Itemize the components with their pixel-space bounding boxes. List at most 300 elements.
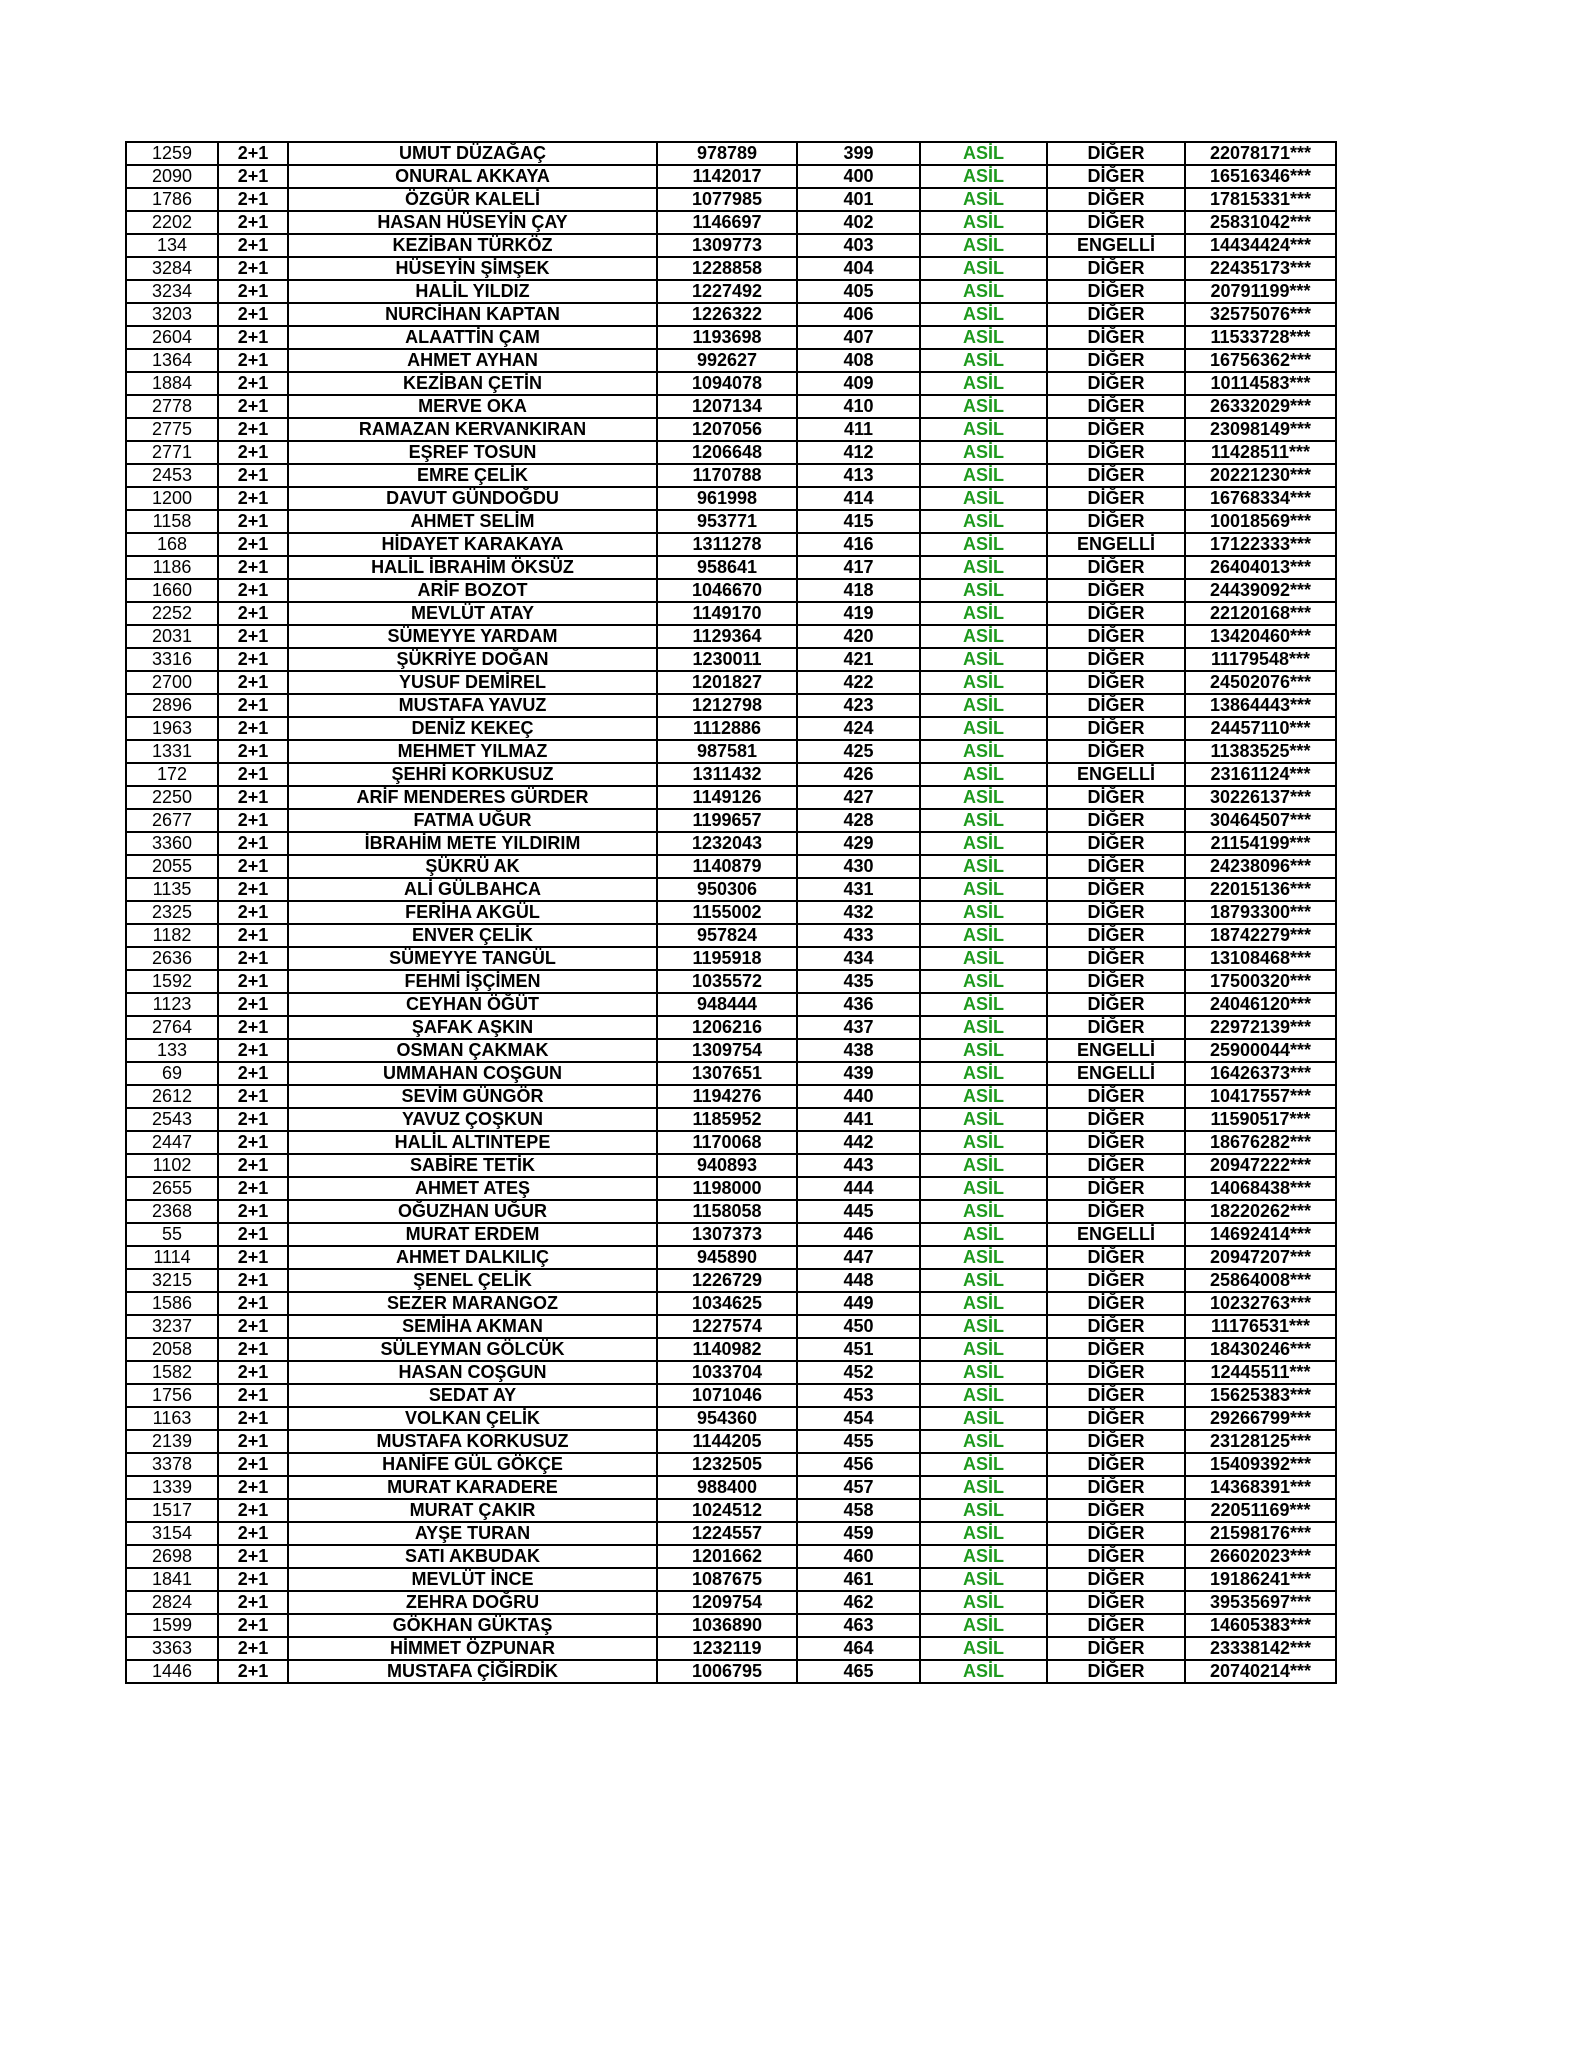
- cell-rank: 439: [797, 1062, 920, 1085]
- cell-category: DİĞER: [1047, 878, 1185, 901]
- cell-status: ASİL: [920, 280, 1047, 303]
- cell-status: ASİL: [920, 717, 1047, 740]
- cell-full-name: ENVER ÇELİK: [288, 924, 657, 947]
- table-row: [126, 924, 1336, 947]
- table-row: [126, 142, 1336, 165]
- cell-full-name: İBRAHİM METE YILDIRIM: [288, 832, 657, 855]
- cell-reference-no: 1112886: [657, 717, 797, 740]
- cell-rank: 455: [797, 1430, 920, 1453]
- cell-category: DİĞER: [1047, 142, 1185, 165]
- cell-full-name: MURAT ÇAKIR: [288, 1499, 657, 1522]
- cell-category: DİĞER: [1047, 1637, 1185, 1660]
- cell-reference-no: 950306: [657, 878, 797, 901]
- cell-reference-no: 1228858: [657, 257, 797, 280]
- cell-status: ASİL: [920, 1614, 1047, 1637]
- cell-full-name: VOLKAN ÇELİK: [288, 1407, 657, 1430]
- cell-application-no: 1114: [126, 1246, 218, 1269]
- cell-id-number: 30226137***: [1185, 786, 1336, 809]
- cell-rank: 414: [797, 487, 920, 510]
- cell-rank: 415: [797, 510, 920, 533]
- cell-reference-no: 954360: [657, 1407, 797, 1430]
- table-row: [126, 1200, 1336, 1223]
- cell-reference-no: 1309773: [657, 234, 797, 257]
- cell-status: ASİL: [920, 418, 1047, 441]
- cell-id-number: 14605383***: [1185, 1614, 1336, 1637]
- cell-reference-no: 1307651: [657, 1062, 797, 1085]
- cell-house-type: 2+1: [218, 1614, 288, 1637]
- cell-id-number: 20791199***: [1185, 280, 1336, 303]
- cell-full-name: ŞEHRİ KORKUSUZ: [288, 763, 657, 786]
- cell-category: ENGELLİ: [1047, 533, 1185, 556]
- table-row: [126, 1361, 1336, 1384]
- cell-full-name: HİMMET ÖZPUNAR: [288, 1637, 657, 1660]
- cell-id-number: 18220262***: [1185, 1200, 1336, 1223]
- cell-application-no: 1884: [126, 372, 218, 395]
- cell-full-name: AYŞE TURAN: [288, 1522, 657, 1545]
- cell-reference-no: 1212798: [657, 694, 797, 717]
- cell-status: ASİL: [920, 1039, 1047, 1062]
- cell-status: ASİL: [920, 1637, 1047, 1660]
- cell-house-type: 2+1: [218, 602, 288, 625]
- table-row: [126, 349, 1336, 372]
- cell-status: ASİL: [920, 1269, 1047, 1292]
- table-row: [126, 533, 1336, 556]
- cell-category: DİĞER: [1047, 1384, 1185, 1407]
- cell-full-name: OSMAN ÇAKMAK: [288, 1039, 657, 1062]
- cell-house-type: 2+1: [218, 1476, 288, 1499]
- cell-reference-no: 1230011: [657, 648, 797, 671]
- cell-status: ASİL: [920, 1522, 1047, 1545]
- cell-house-type: 2+1: [218, 211, 288, 234]
- cell-rank: 461: [797, 1568, 920, 1591]
- cell-full-name: SEZER MARANGOZ: [288, 1292, 657, 1315]
- cell-category: DİĞER: [1047, 1660, 1185, 1683]
- cell-full-name: ARİF MENDERES GÜRDER: [288, 786, 657, 809]
- table-row: [126, 1499, 1336, 1522]
- cell-house-type: 2+1: [218, 464, 288, 487]
- table-row: [126, 1039, 1336, 1062]
- cell-full-name: HASAN COŞGUN: [288, 1361, 657, 1384]
- cell-status: ASİL: [920, 464, 1047, 487]
- cell-id-number: 18676282***: [1185, 1131, 1336, 1154]
- table-row: [126, 1246, 1336, 1269]
- cell-rank: 403: [797, 234, 920, 257]
- cell-reference-no: 1140982: [657, 1338, 797, 1361]
- cell-application-no: 1135: [126, 878, 218, 901]
- cell-status: ASİL: [920, 671, 1047, 694]
- cell-rank: 456: [797, 1453, 920, 1476]
- table-row: [126, 1338, 1336, 1361]
- cell-full-name: AHMET ATEŞ: [288, 1177, 657, 1200]
- cell-full-name: MUSTAFA KORKUSUZ: [288, 1430, 657, 1453]
- cell-application-no: 1186: [126, 556, 218, 579]
- cell-application-no: 134: [126, 234, 218, 257]
- cell-rank: 458: [797, 1499, 920, 1522]
- cell-rank: 432: [797, 901, 920, 924]
- cell-status: ASİL: [920, 1177, 1047, 1200]
- cell-full-name: HİDAYET KARAKAYA: [288, 533, 657, 556]
- cell-reference-no: 992627: [657, 349, 797, 372]
- cell-id-number: 25900044***: [1185, 1039, 1336, 1062]
- cell-application-no: 1163: [126, 1407, 218, 1430]
- cell-category: ENGELLİ: [1047, 1223, 1185, 1246]
- cell-application-no: 1339: [126, 1476, 218, 1499]
- cell-status: ASİL: [920, 855, 1047, 878]
- cell-status: ASİL: [920, 1292, 1047, 1315]
- cell-category: DİĞER: [1047, 1315, 1185, 1338]
- cell-application-no: 1446: [126, 1660, 218, 1683]
- cell-reference-no: 1170788: [657, 464, 797, 487]
- cell-rank: 465: [797, 1660, 920, 1683]
- cell-id-number: 11428511***: [1185, 441, 1336, 464]
- cell-id-number: 14368391***: [1185, 1476, 1336, 1499]
- cell-category: DİĞER: [1047, 211, 1185, 234]
- cell-category: DİĞER: [1047, 1292, 1185, 1315]
- cell-house-type: 2+1: [218, 786, 288, 809]
- cell-house-type: 2+1: [218, 1131, 288, 1154]
- cell-application-no: 1331: [126, 740, 218, 763]
- cell-house-type: 2+1: [218, 257, 288, 280]
- cell-application-no: 1963: [126, 717, 218, 740]
- cell-full-name: HASAN HÜSEYİN ÇAY: [288, 211, 657, 234]
- cell-application-no: 2698: [126, 1545, 218, 1568]
- cell-id-number: 13108468***: [1185, 947, 1336, 970]
- cell-category: DİĞER: [1047, 625, 1185, 648]
- cell-reference-no: 1170068: [657, 1131, 797, 1154]
- cell-application-no: 3378: [126, 1453, 218, 1476]
- cell-reference-no: 1046670: [657, 579, 797, 602]
- cell-category: DİĞER: [1047, 1522, 1185, 1545]
- cell-status: ASİL: [920, 1338, 1047, 1361]
- cell-id-number: 18430246***: [1185, 1338, 1336, 1361]
- cell-rank: 409: [797, 372, 920, 395]
- cell-full-name: ONURAL AKKAYA: [288, 165, 657, 188]
- cell-reference-no: 1309754: [657, 1039, 797, 1062]
- table-row: [126, 1568, 1336, 1591]
- cell-application-no: 1364: [126, 349, 218, 372]
- cell-application-no: 1200: [126, 487, 218, 510]
- cell-id-number: 13864443***: [1185, 694, 1336, 717]
- cell-status: ASİL: [920, 303, 1047, 326]
- cell-id-number: 12445511***: [1185, 1361, 1336, 1384]
- cell-category: DİĞER: [1047, 280, 1185, 303]
- cell-id-number: 10114583***: [1185, 372, 1336, 395]
- cell-full-name: SEVİM GÜNGÖR: [288, 1085, 657, 1108]
- cell-reference-no: 1036890: [657, 1614, 797, 1637]
- cell-status: ASİL: [920, 1453, 1047, 1476]
- cell-full-name: SÜLEYMAN GÖLCÜK: [288, 1338, 657, 1361]
- cell-reference-no: 1142017: [657, 165, 797, 188]
- cell-reference-no: 1209754: [657, 1591, 797, 1614]
- cell-rank: 441: [797, 1108, 920, 1131]
- cell-full-name: GÖKHAN GÜKTAŞ: [288, 1614, 657, 1637]
- cell-full-name: ŞÜKRİYE DOĞAN: [288, 648, 657, 671]
- cell-rank: 457: [797, 1476, 920, 1499]
- table-row: [126, 1660, 1336, 1683]
- cell-rank: 443: [797, 1154, 920, 1177]
- cell-application-no: 2896: [126, 694, 218, 717]
- table-row: [126, 441, 1336, 464]
- cell-rank: 437: [797, 1016, 920, 1039]
- cell-house-type: 2+1: [218, 1361, 288, 1384]
- cell-id-number: 21598176***: [1185, 1522, 1336, 1545]
- cell-application-no: 3215: [126, 1269, 218, 1292]
- cell-category: DİĞER: [1047, 165, 1185, 188]
- table-row: [126, 1177, 1336, 1200]
- table-row: [126, 786, 1336, 809]
- cell-id-number: 11179548***: [1185, 648, 1336, 671]
- cell-status: ASİL: [920, 1200, 1047, 1223]
- table-row: [126, 1154, 1336, 1177]
- cell-status: ASİL: [920, 372, 1047, 395]
- cell-application-no: 1660: [126, 579, 218, 602]
- cell-category: DİĞER: [1047, 556, 1185, 579]
- cell-rank: 426: [797, 763, 920, 786]
- cell-full-name: MUSTAFA YAVUZ: [288, 694, 657, 717]
- cell-rank: 411: [797, 418, 920, 441]
- cell-status: ASİL: [920, 579, 1047, 602]
- cell-id-number: 10417557***: [1185, 1085, 1336, 1108]
- cell-house-type: 2+1: [218, 556, 288, 579]
- cell-application-no: 2543: [126, 1108, 218, 1131]
- cell-full-name: MEVLÜT İNCE: [288, 1568, 657, 1591]
- cell-full-name: MEHMET YILMAZ: [288, 740, 657, 763]
- cell-application-no: 3203: [126, 303, 218, 326]
- cell-status: ASİL: [920, 1062, 1047, 1085]
- cell-house-type: 2+1: [218, 1269, 288, 1292]
- cell-status: ASİL: [920, 326, 1047, 349]
- cell-full-name: MEVLÜT ATAY: [288, 602, 657, 625]
- cell-status: ASİL: [920, 349, 1047, 372]
- cell-house-type: 2+1: [218, 349, 288, 372]
- cell-house-type: 2+1: [218, 970, 288, 993]
- cell-rank: 422: [797, 671, 920, 694]
- cell-rank: 424: [797, 717, 920, 740]
- table-row: [126, 1522, 1336, 1545]
- cell-category: DİĞER: [1047, 1407, 1185, 1430]
- cell-status: ASİL: [920, 1476, 1047, 1499]
- cell-house-type: 2+1: [218, 1246, 288, 1269]
- cell-category: ENGELLİ: [1047, 763, 1185, 786]
- cell-house-type: 2+1: [218, 901, 288, 924]
- cell-application-no: 2055: [126, 855, 218, 878]
- cell-rank: 451: [797, 1338, 920, 1361]
- cell-full-name: FERİHA AKGÜL: [288, 901, 657, 924]
- cell-rank: 431: [797, 878, 920, 901]
- cell-category: DİĞER: [1047, 1430, 1185, 1453]
- cell-full-name: ŞENEL ÇELİK: [288, 1269, 657, 1292]
- cell-full-name: SÜMEYYE TANGÜL: [288, 947, 657, 970]
- cell-reference-no: 1207134: [657, 395, 797, 418]
- table-row: [126, 188, 1336, 211]
- cell-application-no: 2031: [126, 625, 218, 648]
- cell-reference-no: 1077985: [657, 188, 797, 211]
- cell-id-number: 25864008***: [1185, 1269, 1336, 1292]
- cell-status: ASİL: [920, 602, 1047, 625]
- cell-rank: 445: [797, 1200, 920, 1223]
- cell-house-type: 2+1: [218, 234, 288, 257]
- cell-id-number: 23098149***: [1185, 418, 1336, 441]
- cell-house-type: 2+1: [218, 993, 288, 1016]
- cell-category: DİĞER: [1047, 1476, 1185, 1499]
- cell-rank: 438: [797, 1039, 920, 1062]
- cell-full-name: MURAT ERDEM: [288, 1223, 657, 1246]
- cell-full-name: UMUT DÜZAĞAÇ: [288, 142, 657, 165]
- cell-rank: 442: [797, 1131, 920, 1154]
- cell-full-name: SÜMEYYE YARDAM: [288, 625, 657, 648]
- cell-category: DİĞER: [1047, 188, 1185, 211]
- cell-application-no: 2771: [126, 441, 218, 464]
- cell-id-number: 26602023***: [1185, 1545, 1336, 1568]
- cell-rank: 434: [797, 947, 920, 970]
- table-row: [126, 1016, 1336, 1039]
- cell-status: ASİL: [920, 786, 1047, 809]
- table-row: [126, 901, 1336, 924]
- cell-reference-no: 1146697: [657, 211, 797, 234]
- cell-status: ASİL: [920, 648, 1047, 671]
- cell-id-number: 24046120***: [1185, 993, 1336, 1016]
- cell-category: DİĞER: [1047, 1085, 1185, 1108]
- cell-category: DİĞER: [1047, 855, 1185, 878]
- cell-reference-no: 1227574: [657, 1315, 797, 1338]
- cell-house-type: 2+1: [218, 1177, 288, 1200]
- cell-house-type: 2+1: [218, 740, 288, 763]
- cell-rank: 408: [797, 349, 920, 372]
- cell-rank: 419: [797, 602, 920, 625]
- cell-house-type: 2+1: [218, 1062, 288, 1085]
- cell-rank: 406: [797, 303, 920, 326]
- cell-category: DİĞER: [1047, 786, 1185, 809]
- cell-id-number: 39535697***: [1185, 1591, 1336, 1614]
- table-row: [126, 326, 1336, 349]
- cell-house-type: 2+1: [218, 1545, 288, 1568]
- cell-id-number: 29266799***: [1185, 1407, 1336, 1430]
- cell-category: DİĞER: [1047, 1246, 1185, 1269]
- cell-id-number: 13420460***: [1185, 625, 1336, 648]
- cell-application-no: 2612: [126, 1085, 218, 1108]
- cell-application-no: 2325: [126, 901, 218, 924]
- cell-rank: 418: [797, 579, 920, 602]
- cell-status: ASİL: [920, 740, 1047, 763]
- cell-application-no: 3237: [126, 1315, 218, 1338]
- cell-reference-no: 1224557: [657, 1522, 797, 1545]
- cell-application-no: 2700: [126, 671, 218, 694]
- cell-house-type: 2+1: [218, 165, 288, 188]
- cell-house-type: 2+1: [218, 1315, 288, 1338]
- cell-rank: 404: [797, 257, 920, 280]
- results-table-body: [126, 142, 1336, 1683]
- table-row: [126, 947, 1336, 970]
- cell-rank: 413: [797, 464, 920, 487]
- cell-full-name: ÖZGÜR KALELİ: [288, 188, 657, 211]
- cell-full-name: MUSTAFA ÇİĞİRDİK: [288, 1660, 657, 1683]
- cell-reference-no: 1201662: [657, 1545, 797, 1568]
- cell-house-type: 2+1: [218, 418, 288, 441]
- cell-status: ASİL: [920, 1108, 1047, 1131]
- cell-category: DİĞER: [1047, 1453, 1185, 1476]
- cell-reference-no: 1006795: [657, 1660, 797, 1683]
- cell-id-number: 23161124***: [1185, 763, 1336, 786]
- cell-status: ASİL: [920, 533, 1047, 556]
- cell-status: ASİL: [920, 832, 1047, 855]
- cell-application-no: 2453: [126, 464, 218, 487]
- cell-application-no: 2202: [126, 211, 218, 234]
- cell-application-no: 3363: [126, 1637, 218, 1660]
- cell-category: DİĞER: [1047, 717, 1185, 740]
- cell-house-type: 2+1: [218, 579, 288, 602]
- table-row: [126, 602, 1336, 625]
- cell-category: DİĞER: [1047, 1361, 1185, 1384]
- cell-reference-no: 953771: [657, 510, 797, 533]
- cell-application-no: 1841: [126, 1568, 218, 1591]
- cell-house-type: 2+1: [218, 1108, 288, 1131]
- cell-status: ASİL: [920, 395, 1047, 418]
- cell-rank: 417: [797, 556, 920, 579]
- table-row: [126, 1407, 1336, 1430]
- cell-category: DİĞER: [1047, 1591, 1185, 1614]
- cell-rank: 447: [797, 1246, 920, 1269]
- cell-application-no: 1582: [126, 1361, 218, 1384]
- cell-application-no: 172: [126, 763, 218, 786]
- cell-category: DİĞER: [1047, 1200, 1185, 1223]
- cell-id-number: 22972139***: [1185, 1016, 1336, 1039]
- cell-category: DİĞER: [1047, 349, 1185, 372]
- cell-rank: 453: [797, 1384, 920, 1407]
- cell-status: ASİL: [920, 1016, 1047, 1039]
- cell-rank: 463: [797, 1614, 920, 1637]
- table-row: [126, 1430, 1336, 1453]
- table-row: [126, 487, 1336, 510]
- cell-rank: 429: [797, 832, 920, 855]
- cell-status: ASİL: [920, 510, 1047, 533]
- cell-reference-no: 1232505: [657, 1453, 797, 1476]
- cell-status: ASİL: [920, 1154, 1047, 1177]
- table-row: [126, 211, 1336, 234]
- cell-id-number: 24457110***: [1185, 717, 1336, 740]
- cell-reference-no: 1311432: [657, 763, 797, 786]
- table-row: [126, 648, 1336, 671]
- cell-full-name: MERVE OKA: [288, 395, 657, 418]
- cell-application-no: 2655: [126, 1177, 218, 1200]
- cell-rank: 452: [797, 1361, 920, 1384]
- cell-id-number: 19186241***: [1185, 1568, 1336, 1591]
- cell-rank: 460: [797, 1545, 920, 1568]
- cell-status: ASİL: [920, 1085, 1047, 1108]
- cell-full-name: ALAATTİN ÇAM: [288, 326, 657, 349]
- cell-category: DİĞER: [1047, 993, 1185, 1016]
- cell-reference-no: 1094078: [657, 372, 797, 395]
- cell-reference-no: 1035572: [657, 970, 797, 993]
- cell-reference-no: 945890: [657, 1246, 797, 1269]
- cell-house-type: 2+1: [218, 671, 288, 694]
- cell-reference-no: 1226322: [657, 303, 797, 326]
- cell-reference-no: 1155002: [657, 901, 797, 924]
- cell-status: ASİL: [920, 924, 1047, 947]
- cell-full-name: HANİFE GÜL GÖKÇE: [288, 1453, 657, 1476]
- cell-full-name: KEZİBAN TÜRKÖZ: [288, 234, 657, 257]
- cell-application-no: 3316: [126, 648, 218, 671]
- cell-house-type: 2+1: [218, 1660, 288, 1683]
- cell-rank: 425: [797, 740, 920, 763]
- cell-category: DİĞER: [1047, 648, 1185, 671]
- cell-reference-no: 1307373: [657, 1223, 797, 1246]
- cell-category: DİĞER: [1047, 303, 1185, 326]
- cell-full-name: HALİL ALTINTEPE: [288, 1131, 657, 1154]
- cell-house-type: 2+1: [218, 1407, 288, 1430]
- cell-status: ASİL: [920, 993, 1047, 1016]
- table-row: [126, 1269, 1336, 1292]
- cell-house-type: 2+1: [218, 1016, 288, 1039]
